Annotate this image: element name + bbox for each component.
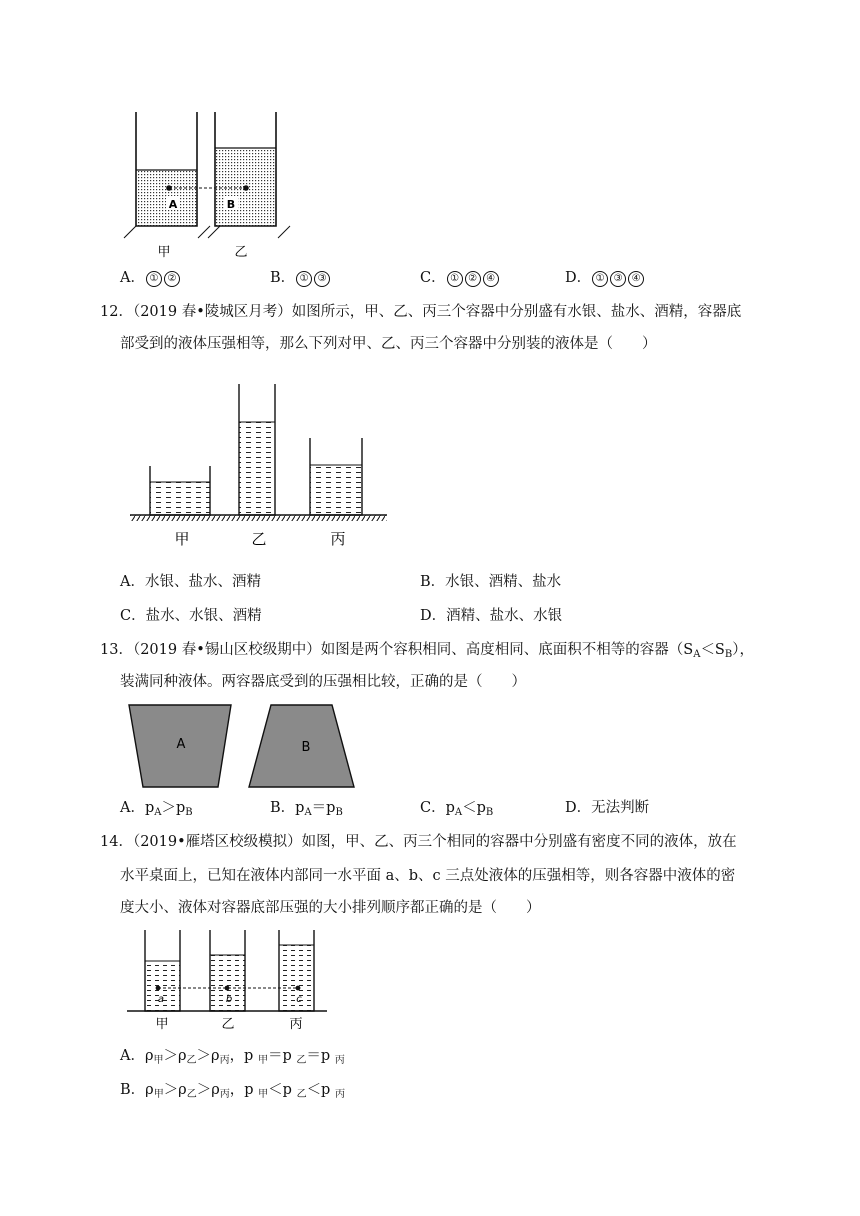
- ground-hatch: [130, 515, 387, 521]
- q12-option-c[interactable]: C．盐水、水银、酒精: [120, 608, 262, 624]
- q11-option-a[interactable]: A． ① ②: [120, 268, 181, 288]
- q13-stem-line1: 13．（2019 春•锡山区校级期中）如图是两个容积相同、高度相同、底面积不相等的容器$(S_A<S_B)$，: [100, 642, 754, 660]
- caption-jia: 甲: [157, 245, 171, 260]
- q12-stem-line2: 部受到的液体压强相等，那么下列对甲、乙、丙三个容器中分别装的液体是（ ）: [120, 336, 657, 352]
- q12-option-d[interactable]: D．酒精、盐水、水银: [420, 608, 563, 624]
- caption-yi: 乙: [221, 1017, 235, 1032]
- q12-stem-line1: 12．（2019 春•陵城区月考）如图所示，甲、乙、丙三个容器中分别盛有水银、盐水、酒精，容器底: [100, 304, 742, 320]
- label-a: A: [176, 737, 186, 752]
- label-a: a: [157, 994, 165, 1005]
- ground-hatch: [124, 226, 290, 238]
- caption-jia: 甲: [155, 1017, 169, 1032]
- q14-option-b[interactable]: B．$\rho_甲>\rho_乙>\rho_丙$，p $_甲$＜p $_乙$＜p $_丙$: [120, 1082, 345, 1100]
- point-b: [225, 986, 230, 991]
- label-b: B: [226, 198, 236, 211]
- label-b: B: [301, 740, 311, 755]
- point-a: [166, 185, 172, 191]
- q14-option-a[interactable]: A．$\rho_甲>\rho_乙>\rho_丙$，p $_甲$＝p $_乙$＝p $_丙$: [120, 1048, 345, 1066]
- q13-option-c[interactable]: C．$p_A<p_B$: [420, 800, 494, 818]
- caption-yi: 乙: [251, 530, 267, 548]
- liquid-bing: [310, 465, 362, 515]
- label-c: c: [296, 994, 302, 1005]
- q11-option-b[interactable]: B． ① ③: [270, 268, 331, 288]
- q11-figure: [120, 108, 300, 264]
- liquid-jia: [150, 482, 210, 515]
- q14-figure: [122, 928, 332, 1032]
- q13-option-b[interactable]: B．$p_A=p_B$: [270, 800, 343, 818]
- q13-option-d[interactable]: D．无法判断: [565, 800, 650, 816]
- point-c: [296, 986, 301, 991]
- caption-bing: 丙: [330, 530, 346, 548]
- q13-stem-line2: 装满同种液体。两容器底受到的压强相比较，正确的是（ ）: [120, 674, 526, 690]
- liquid-yi: [239, 422, 275, 515]
- label-a: A: [168, 198, 178, 211]
- q11-option-d[interactable]: D． ① ③ ④: [565, 268, 645, 288]
- q14-stem-line3: 度大小、液体对容器底部压强的大小排列顺序都正确的是（ ）: [120, 900, 541, 916]
- q13-figure: [125, 702, 355, 790]
- caption-bing: 丙: [289, 1017, 303, 1032]
- caption-yi: 乙: [234, 245, 248, 260]
- q14-stem-line2: 水平桌面上，已知在液体内部同一水平面 a、b、c 三点处液体的压强相等，则各容器中液体的密: [120, 868, 736, 884]
- point-b: [243, 185, 249, 191]
- q14-stem-line1: 14．（2019•雁塔区校级模拟）如图，甲、乙、丙三个相同的容器中分别盛有密度不同的液体，放在: [100, 834, 737, 850]
- caption-jia: 甲: [174, 530, 190, 548]
- q12-option-b[interactable]: B．水银、酒精、盐水: [420, 574, 562, 590]
- point-a: [156, 986, 161, 991]
- q12-option-a[interactable]: A．水银、盐水、酒精: [120, 574, 261, 590]
- label-b: b: [225, 994, 233, 1005]
- q12-figure: [125, 380, 395, 552]
- q11-option-c[interactable]: C． ① ② ④: [420, 268, 500, 288]
- q13-option-a[interactable]: A．$p_A>p_B$: [120, 800, 193, 818]
